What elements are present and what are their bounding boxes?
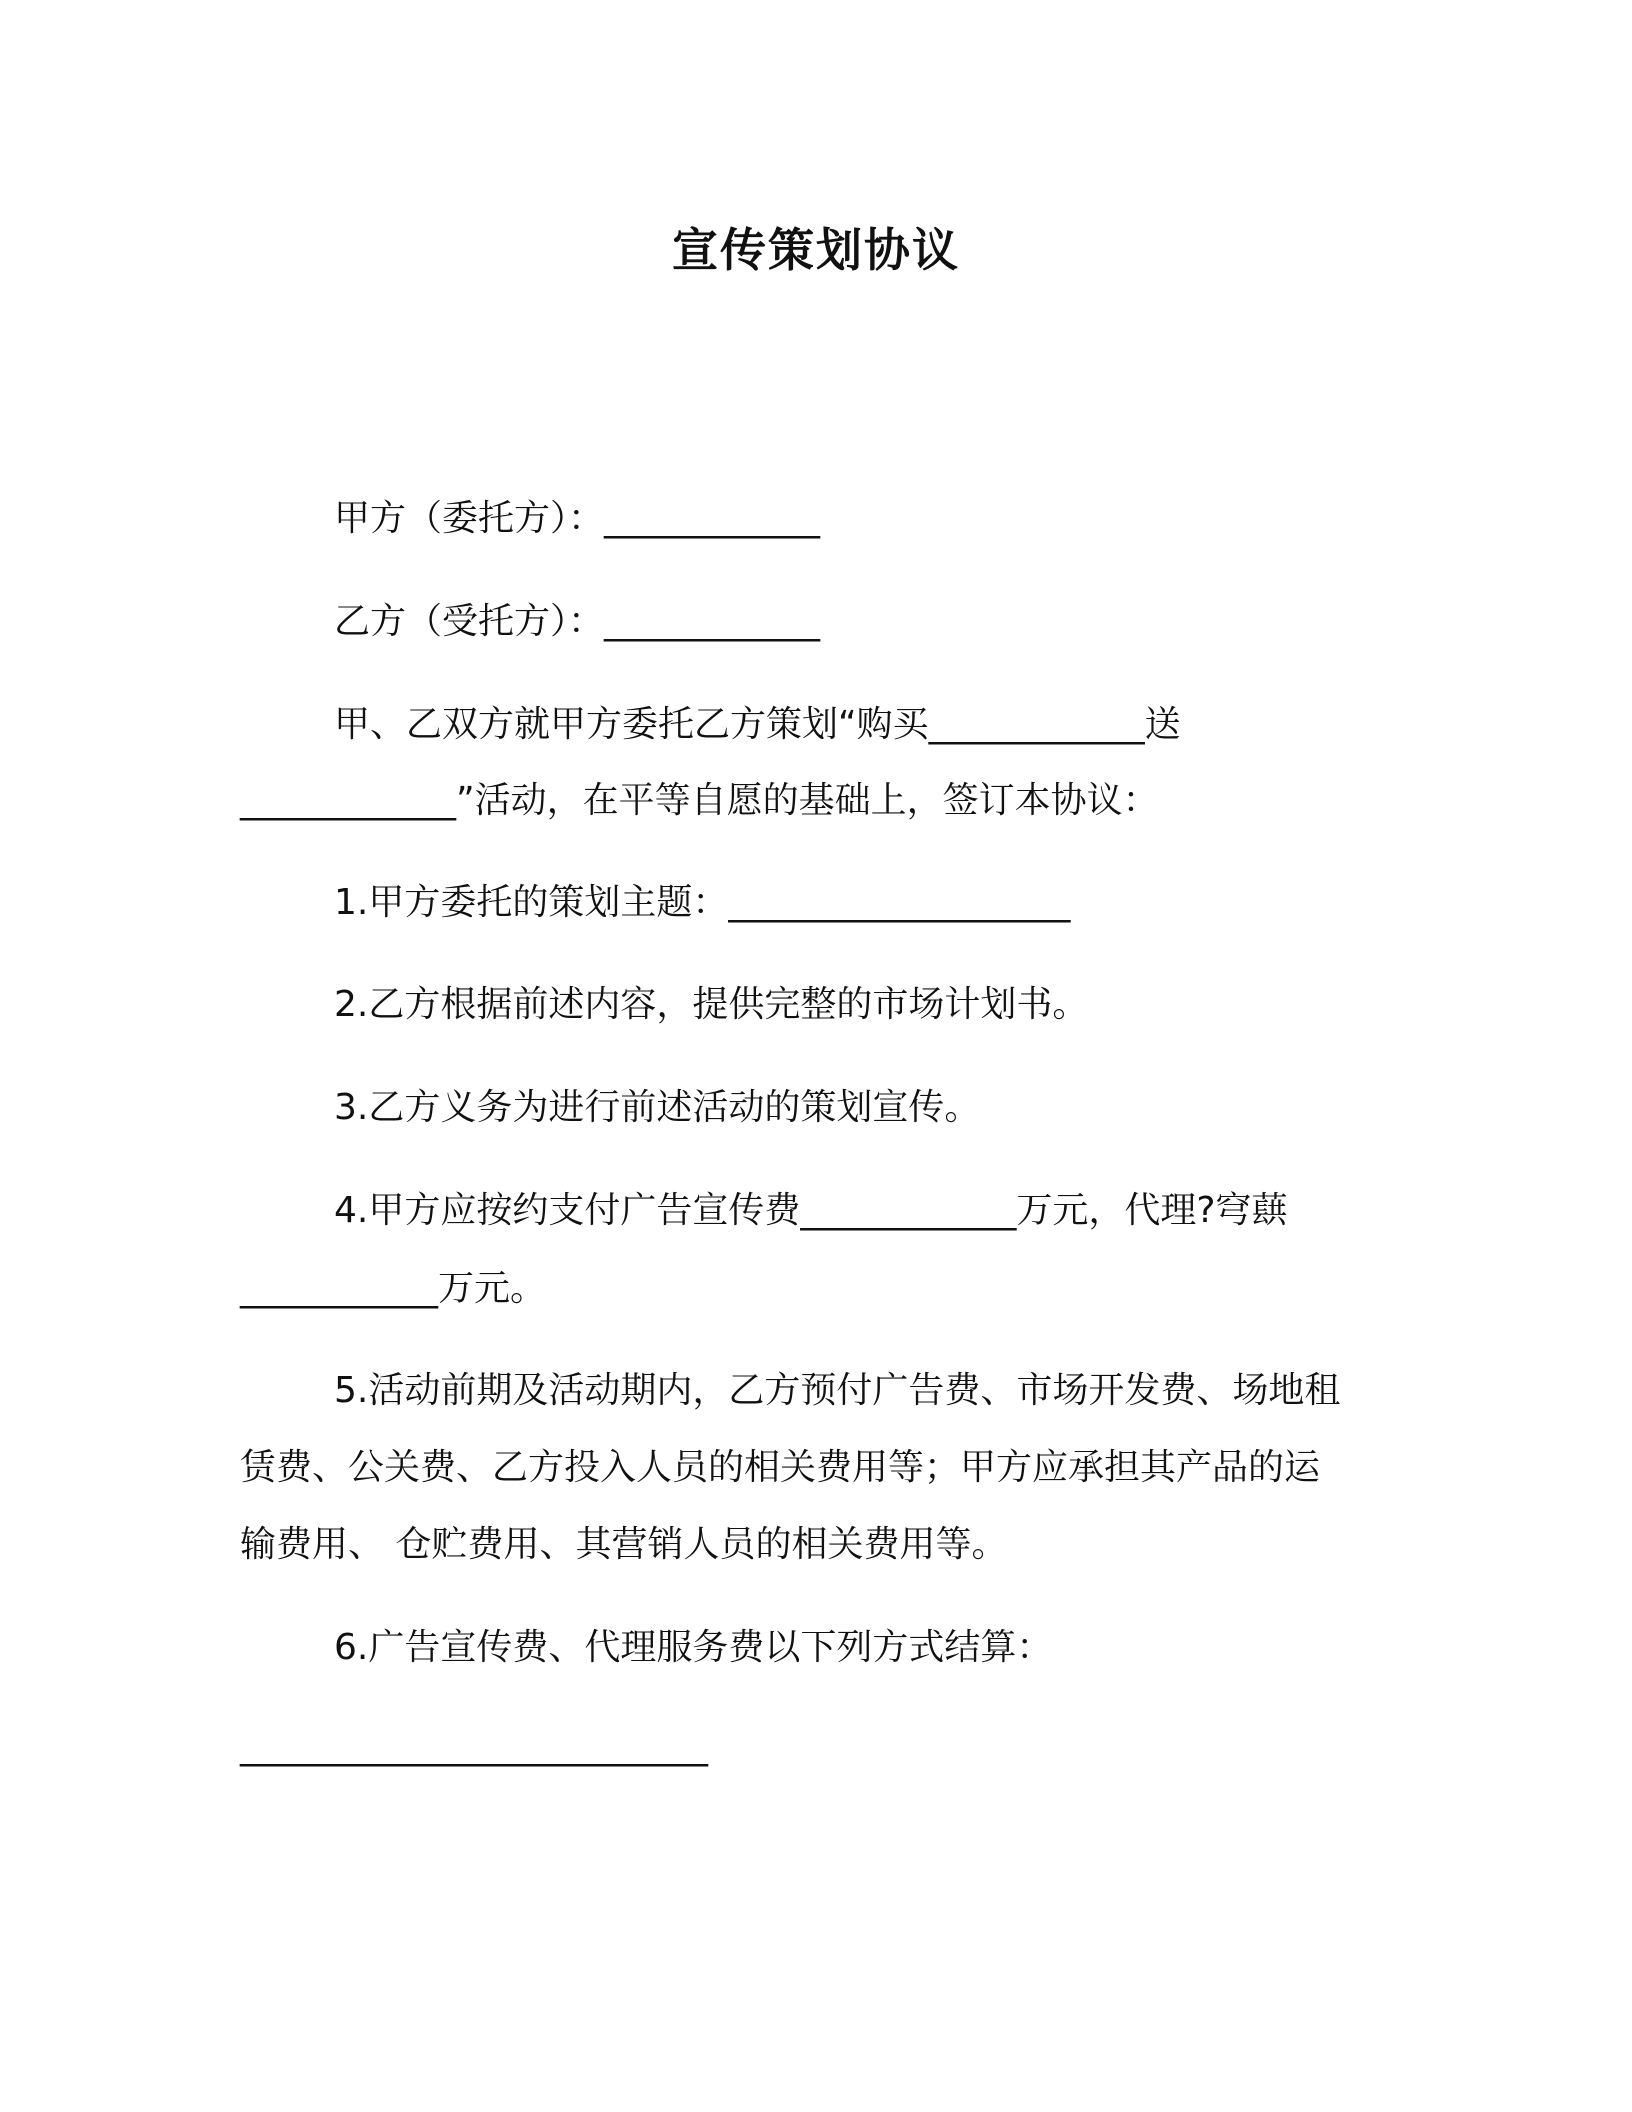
clause-5-line-1: 5.活动前期及活动期内，乙方预付广告费、市场开发费、场地租 bbox=[334, 1370, 1341, 1411]
clause-5-line-3: 输费用、 仓贮费用、其营销人员的相关费用等。 bbox=[240, 1524, 1008, 1565]
party-a-line: 甲方（委托方）：____________ bbox=[334, 498, 821, 539]
clause-5-line-2: 赁费、公关费、乙方投入人员的相关费用等；甲方应承担其产品的运 bbox=[240, 1447, 1321, 1488]
party-b-line: 乙方（受托方）：____________ bbox=[334, 601, 821, 642]
clause-1: 1.甲方委托的策划主题：___________________ bbox=[334, 882, 1071, 923]
clause-2: 2.乙方根据前述内容，提供完整的市场计划书。 bbox=[334, 984, 1089, 1025]
document-title: 宣传策划协议 bbox=[672, 223, 960, 277]
clause-6: 6.广告宣传费、代理服务费以下列方式结算： bbox=[334, 1627, 1053, 1668]
clause-6-blank: __________________________ bbox=[240, 1726, 708, 1767]
preamble-line-2: ____________”活动，在平等自愿的基础上，签订本协议： bbox=[240, 780, 1159, 821]
preamble-line-1: 甲、乙双方就甲方委托乙方策划“购买____________送 bbox=[334, 704, 1181, 745]
clause-3: 3.乙方义务为进行前述活动的策划宣传。 bbox=[334, 1087, 981, 1128]
clause-4-line-1: 4.甲方应按约支付广告宣传费____________万元，代理?穹蕻 bbox=[334, 1190, 1288, 1231]
clause-4-line-2: ___________万元。 bbox=[240, 1268, 547, 1309]
